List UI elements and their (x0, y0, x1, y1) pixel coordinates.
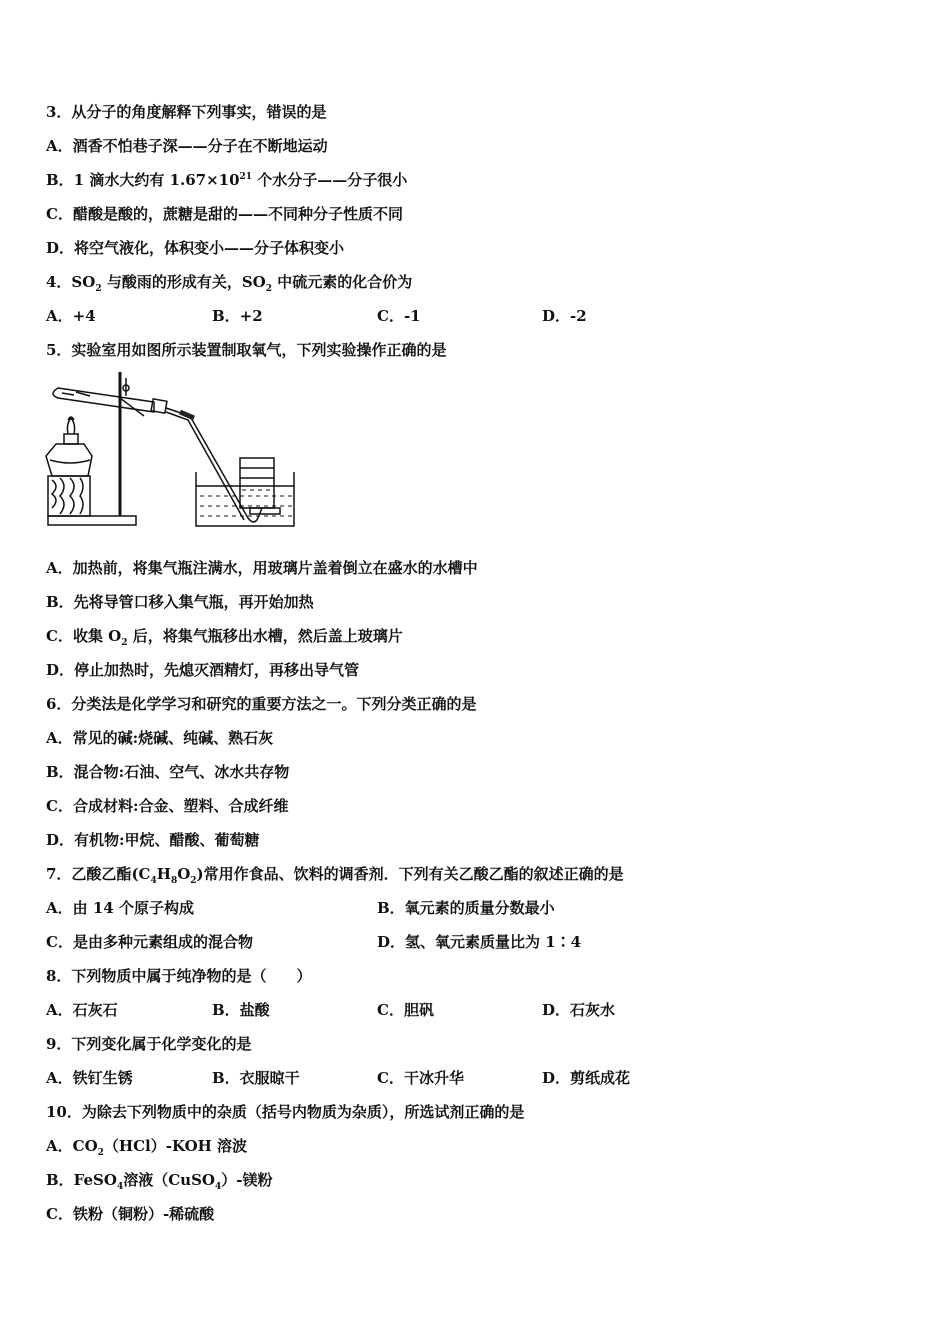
flame (67, 418, 74, 434)
bottle-shelf (250, 508, 280, 514)
q7-option-b: B．氧元素的质量分数最小 (377, 899, 555, 917)
q6-option-d: D．有机物:甲烷、醋酸、葡萄糖 (46, 831, 260, 849)
q5-option-d: D．停止加热时，先熄灭酒精灯，再移出导气管 (46, 661, 360, 679)
q3-stem: 3．从分子的角度解释下列事实，错误的是 (46, 103, 327, 121)
q6-stem: 6．分类法是化学学习和研究的重要方法之一。下列分类正确的是 (46, 695, 477, 713)
q3-option-a: A．酒香不怕巷子深——分子在不断地运动 (46, 137, 328, 155)
q7-option-d: D．氢、氧元素质量比为 1∶4 (377, 933, 582, 951)
q5-option-b: B．先将导管口移入集气瓶，再开始加热 (46, 593, 314, 611)
q5-option-a: A．加热前，将集气瓶注满水，用玻璃片盖着倒立在盛水的水槽中 (46, 559, 478, 577)
q10-option-c: C．铁粉（铜粉）-稀硫酸 (46, 1205, 215, 1223)
q6-option-b: B．混合物:石油、空气、冰水共存物 (46, 763, 290, 781)
q4-option-c: C．-1 (377, 307, 421, 325)
q3-option-c: C．醋酸是酸的，蔗糖是甜的——不同种分子性质不同 (46, 205, 403, 223)
q4-option-b: B．+2 (212, 307, 263, 325)
q8-option-c: C．胆矾 (377, 1001, 434, 1019)
stand-base (48, 516, 136, 525)
gas-collecting-bottle (240, 458, 274, 508)
q10-stem: 10．为除去下列物质中的杂质（括号内物质为杂质），所选试剂正确的是 (46, 1103, 525, 1121)
q6-option-c: C．合成材料:合金、塑料、合成纤维 (46, 797, 289, 815)
q7-stem: 7．乙酸乙酯$(C_4H_8O_2)$常用作食品、饮料的调香剂．下列有关乙酸乙酯的叙述正确的是 (46, 865, 624, 886)
q3-option-b: B．1 滴水大约有 $1.67\times 10^{21}$ 个水分子——分子很小 (46, 171, 408, 189)
q8-stem: 8．下列物质中属于纯净物的是（ ） (46, 967, 312, 985)
oxygen-apparatus-diagram (44, 368, 304, 533)
q9-option-d: D．剪纸成花 (542, 1069, 631, 1087)
q5-option-c: C．收集 $O_2$ 后，将集气瓶移出水槽，然后盖上玻璃片 (46, 627, 403, 648)
q10-option-b: B．FeSO$_4$溶液（CuSO$_4$）-镁粉 (46, 1171, 273, 1192)
q4-option-d: D．-2 (542, 307, 587, 325)
q4-stem: 4．$SO_2$ 与酸雨的形成有关，$SO_2$ 中硫元素的化合价为 (46, 273, 413, 294)
q8-option-d: D．石灰水 (542, 1001, 616, 1019)
q4-option-a: A．+4 (46, 307, 96, 325)
q6-option-a: A．常见的碱:烧碱、纯碱、熟石灰 (46, 729, 274, 747)
q7-option-a: A．由 14 个原子构成 (46, 899, 194, 917)
test-tube (53, 388, 154, 412)
q8-option-b: B．盐酸 (212, 1001, 270, 1019)
q9-option-b: B．衣服晾干 (212, 1069, 300, 1087)
q5-stem: 5．实验室用如图所示装置制取氧气，下列实验操作正确的是 (46, 341, 447, 359)
q3-option-d: D．将空气液化，体积变小——分子体积变小 (46, 239, 345, 257)
q9-option-c: C．干冰升华 (377, 1069, 464, 1087)
q10-option-a: A．$CO_2(HCl)$-KOH 溶波 (46, 1137, 248, 1158)
q7-option-c: C．是由多种元素组成的混合物 (46, 933, 253, 951)
q9-stem: 9．下列变化属于化学变化的是 (46, 1035, 252, 1053)
water-trough (196, 472, 294, 526)
q8-option-a: A．石灰石 (46, 1001, 118, 1019)
q9-option-a: A．铁钉生锈 (46, 1069, 133, 1087)
alcohol-lamp (46, 444, 92, 476)
